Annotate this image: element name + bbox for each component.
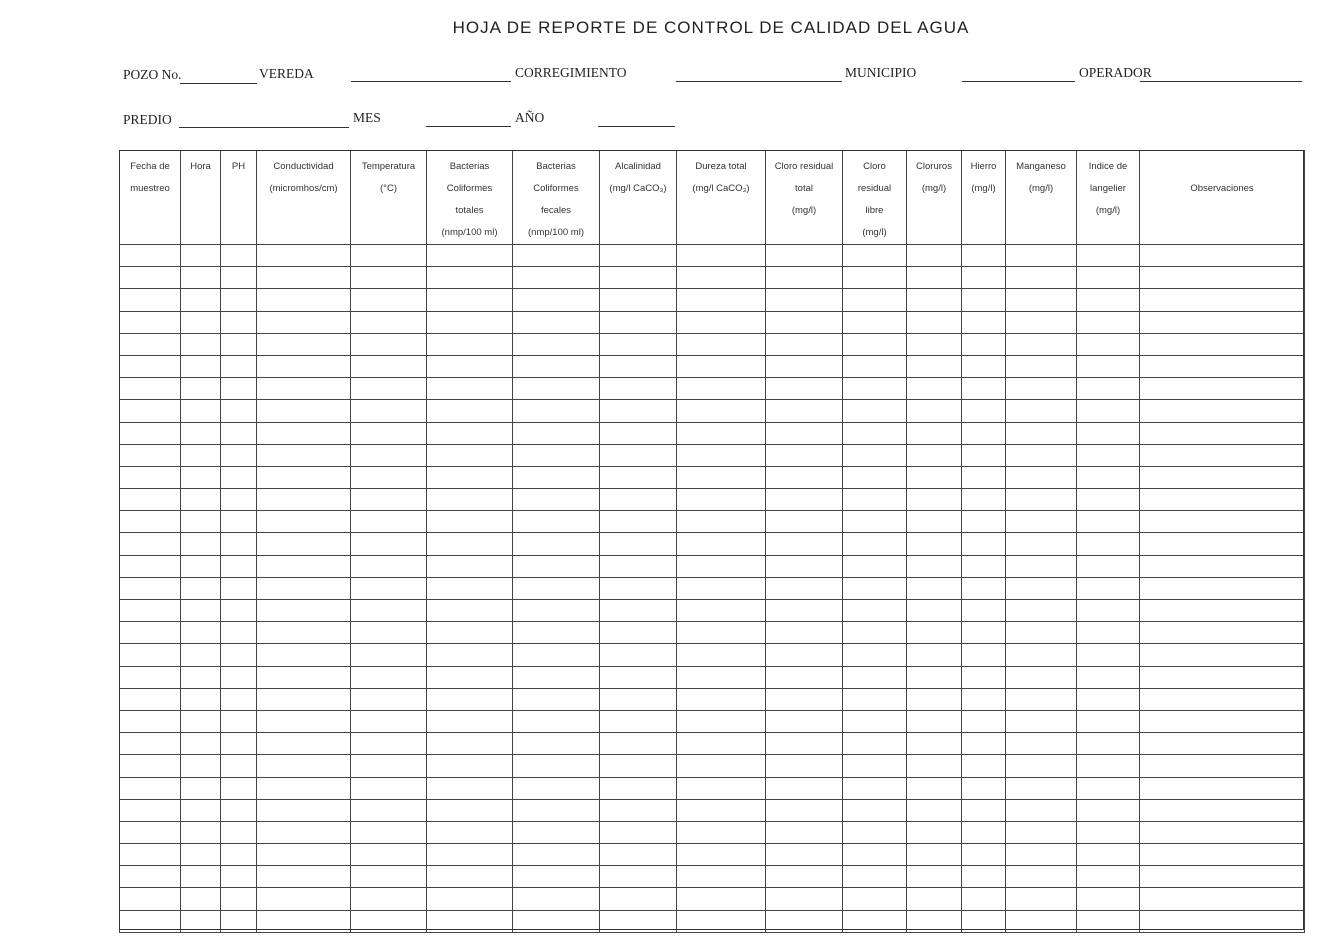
column-header-text: Hierro	[970, 161, 997, 172]
column-header-text: langelier	[1090, 183, 1126, 194]
column-header-text: Temperatura	[361, 161, 416, 172]
pozo-label: POZO No.	[123, 67, 182, 82]
column-header-text: Dureza total	[695, 161, 747, 172]
vereda-field[interactable]	[351, 81, 511, 82]
column-header-text: total	[795, 183, 813, 194]
pozo-field[interactable]	[180, 83, 257, 84]
operador-field[interactable]	[1140, 81, 1302, 82]
column-header-text: PH	[231, 161, 246, 172]
column-header-text: Manganeso	[1016, 161, 1066, 172]
column-header-text: totales	[455, 205, 484, 216]
column-header-text: (micromhos/cm)	[269, 183, 338, 194]
column-header-text: (mg/l)	[862, 227, 887, 238]
column-header-text: (nmp/100 ml)	[528, 227, 584, 238]
column-header-text: (°C)	[380, 183, 397, 194]
column-header-text: Conductividad	[273, 161, 334, 172]
column-header-text: Cloruros	[916, 161, 952, 172]
column-header-text: (mg/l)	[1028, 183, 1054, 194]
column-header-text: Observaciones	[1190, 183, 1254, 194]
predio-field[interactable]	[179, 127, 349, 128]
column-header-text: Coliformes	[446, 183, 493, 194]
anio-field[interactable]	[598, 126, 675, 127]
table-border	[119, 150, 1304, 930]
column-header-text: Hora	[190, 161, 211, 172]
column-header-text: (mg/l)	[971, 183, 996, 194]
column-header-text: (mg/l)	[1095, 205, 1121, 216]
municipio-field[interactable]	[962, 81, 1075, 82]
column-header-text: (mg/l)	[791, 205, 817, 216]
column-header-text: Bacterias	[449, 161, 490, 172]
column-header-text: Coliformes	[533, 183, 579, 194]
column-header-text: (mg/l)	[921, 183, 947, 194]
column-header-text: muestreo	[130, 183, 170, 194]
column-header-text: residual	[857, 183, 892, 194]
page-title: HOJA DE REPORTE DE CONTROL DE CALIDAD DEL AGUA	[452, 18, 970, 37]
column-header-text: Fecha de	[130, 161, 170, 172]
anio-label: AÑO	[515, 110, 545, 125]
municipio-label: MUNICIPIO	[845, 65, 917, 80]
corregimiento-field[interactable]	[676, 81, 842, 82]
column-header-text: (nmp/100 ml)	[441, 227, 498, 238]
column-header-text: Cloro	[863, 161, 886, 172]
column-header-text: Bacterias	[536, 161, 576, 172]
operador-label: OPERADOR	[1079, 65, 1152, 80]
column-header-text: Indice de	[1088, 161, 1128, 172]
column-header-text: fecales	[540, 205, 572, 216]
column-header-text: (mg/l CaCO₃)	[692, 183, 750, 194]
predio-label: PREDIO	[123, 112, 172, 127]
mes-label: MES	[353, 110, 381, 125]
column-header-text: Alcalinidad	[615, 161, 661, 172]
column-header-text: Cloro residual	[774, 161, 834, 172]
corregimiento-label: CORREGIMIENTO	[515, 65, 627, 80]
column-header-text: (mg/l CaCO₃)	[609, 183, 667, 194]
vereda-label: VEREDA	[259, 66, 314, 81]
column-header-text: libre	[865, 205, 884, 216]
mes-field[interactable]	[426, 126, 511, 127]
